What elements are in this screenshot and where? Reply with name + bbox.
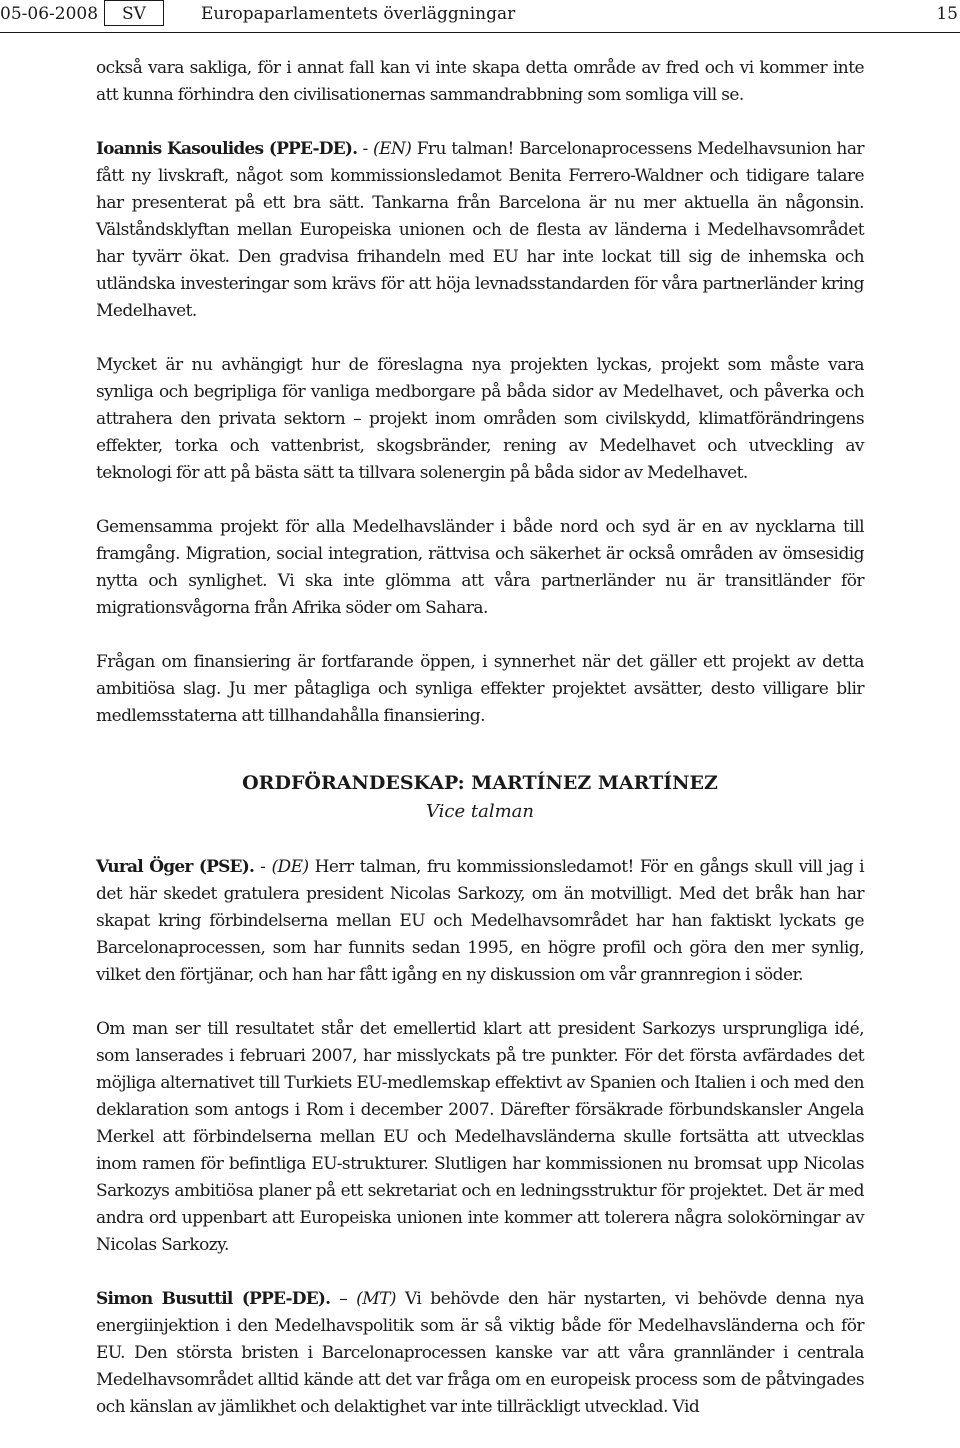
language-tag: (DE) [271, 857, 309, 877]
speaker-separator: – [330, 1289, 357, 1309]
header-date: 05-06-2008 [0, 4, 99, 24]
paragraph: Gemensamma projekt för alla Medelhavsländer i både nord och syd är en av nycklarna till framgång. Migration, social integration, rättvisa och säkerhet är också områden av ömsesidig nytta och synlighet. Vi ska inte glömma att våra partnerländer nu är transitländer för migrationsvågorna från Afrika söder om Sahara. [96, 517, 864, 618]
speaker-name: Simon Busuttil (PPE-DE). [96, 1289, 331, 1309]
chair-heading [96, 769, 864, 827]
paragraph: Om man ser till resultatet står det emellertid klart att president Sarkozys ursprungliga idé, som lanserades i februari 2007, har misslyckats på tre punkter. För det första avfärdades det möjliga alternativet till Turkiets EU-medlemskap effektivt av Spanien och Italien i och med den deklaration som antogs i Rom i december 2007. Därefter försäkrade förbundskansler Angela Merkel att förbindelserna mellan EU och Medelhavsländerna skulle fortsätta att utvecklas inom ramen för befintliga EU-strukturer. Slutligen har kommissionen nu bromsat upp Nicolas Sarkozys ambitiösa planer på ett sekretariat och en ledningsstruktur för projektet. Det är med andra ord uppenbart att Europeiska unionen inte kommer att tolerera några solokörningar av Nicolas Sarkozy. [96, 1019, 864, 1255]
page-header [0, 0, 960, 32]
speaker-separator: - [254, 857, 272, 877]
paragraph: Frågan om finansiering är fortfarande öppen, i synnerhet när det gäller ett projekt av detta ambitiösa slag. Ju mer påtagliga och synliga effekter projektet avsätter, desto villigare blir medlemsstaterna att tillhandahålla finansiering. [96, 652, 864, 726]
speaker-name: Ioannis Kasoulides (PPE-DE). [96, 139, 358, 159]
speech-text: Herr talman, fru kommissionsledamot! För en gångs skull vill jag i det här skedet gratulera president Nicolas Sarkozy, om än motvilligt. Med det bråk han har skapat kring förbindelserna mellan EU och Medelhavsområdet har han faktiskt lyckats ge Barcelonaprocessen, som har funnits sedan 1995, en högre profil och göra den mer synlig, vilket den förtjänar, och han har fått igång en ny diskussion om vår grannregion i söder. [96, 857, 864, 985]
language-tag: (MT) [356, 1289, 396, 1309]
chair-role: Vice talman [425, 801, 534, 822]
speaker-separator: - [357, 139, 374, 159]
chair-title: ORDFÖRANDESKAP: MARTÍNEZ MARTÍNEZ [242, 772, 718, 794]
paragraph-continuation: också vara sakliga, för i annat fall kan vi inte skapa detta område av fred och vi kommer inte att kunna förhindra den civilisationernas sammandrabbning som somliga vill se. [96, 58, 864, 105]
speech-oger [96, 854, 864, 989]
document-body [96, 55, 864, 1448]
language-code-box: SV [104, 0, 164, 26]
speech-kasoulides [96, 136, 864, 325]
header-rule [0, 32, 960, 33]
speaker-name: Vural Öger (PSE). [96, 857, 255, 877]
speech-text: Fru talman! Barcelonaprocessens Medelhavsunion har fått ny livskraft, något som kommissionsledamot Benita Ferrero-Waldner och tidigare talare har presenterat på ett bra sätt. Tankarna från Barcelona är nu mer aktuella än någonsin. Välståndsklyftan mellan Europeiska unionen och de flesta av länderna i Medelhavsområdet har tyvärr ökat. Den gradvisa frihandeln med EU har inte lockat till sig de inhemska och utländska investeringar som krävs för att höja levnadsstandarden för våra partnerländer kring Medelhavet. [96, 139, 864, 321]
language-tag: (EN) [373, 139, 412, 159]
page-number: 15 [936, 4, 958, 24]
speech-busuttil [96, 1286, 864, 1421]
speech-text: Vi behövde den här nystarten, vi behövde denna nya energiinjektion i den Medelhavspolitik som är så viktig både för Medelhavsländerna och för EU. Den största bristen i Barcelonaprocessen kanske var att våra grannländer i centrala Medelhavsområdet alltid kände att det var fråga om en europeisk process som de påtvingades och känslan av jämlikhet och delaktighet var inte tillräckligt utvecklad. Vid [96, 1289, 864, 1417]
document-title: Europaparlamentets överläggningar [201, 4, 516, 24]
paragraph: Mycket är nu avhängigt hur de föreslagna nya projekten lyckas, projekt som måste vara synliga och begripliga för vanliga medborgare på båda sidor av Medelhavet, och påverka och attrahera den privata sektorn – projekt inom områden som civilskydd, klimatförändringens effekter, torka och vattenbrist, skogsbränder, rening av Medelhavet och utveckling av teknologi för att på bästa sätt ta tillvara solenergin på båda sidor av Medelhavet. [96, 355, 864, 483]
